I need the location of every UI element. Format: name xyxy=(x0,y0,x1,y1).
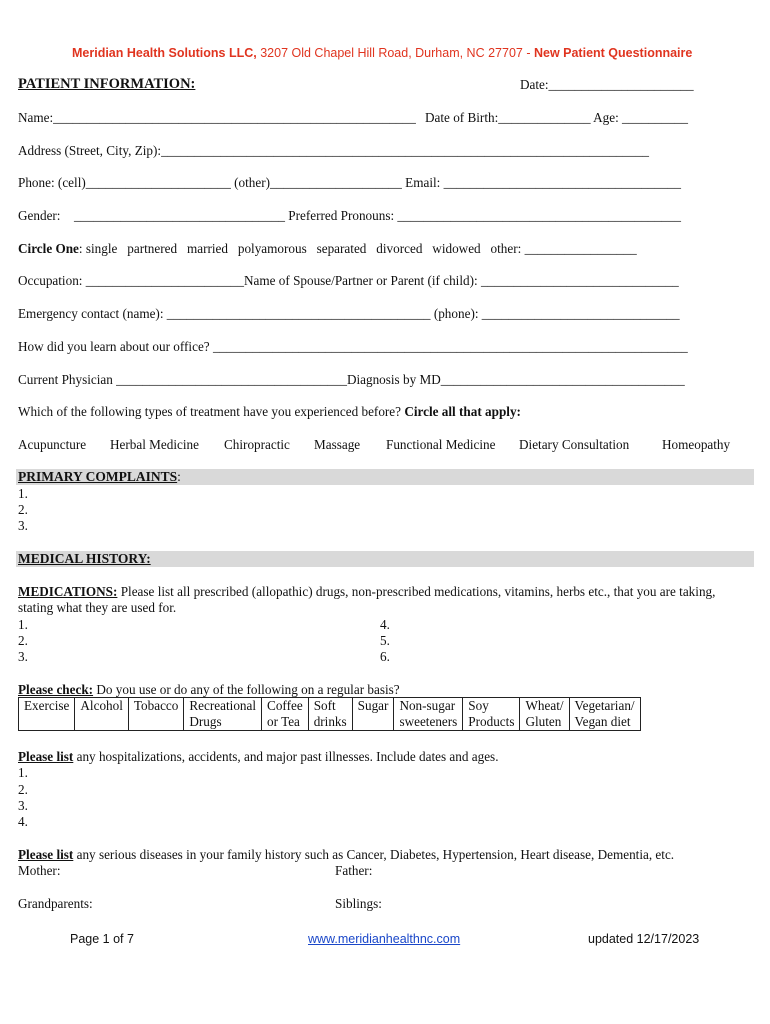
treatment-herbal-medicine[interactable]: Herbal Medicine xyxy=(110,437,199,452)
habit-cell-wheat-gluten[interactable]: Wheat/ Gluten xyxy=(520,698,569,731)
circle-one-label: Circle One xyxy=(18,241,79,256)
complaint-2[interactable]: 2. xyxy=(18,502,28,517)
family-history-instructions: Please list any serious diseases in your family history such as Cancer, Diabetes, Hypertension, Heart disease, Dementia, etc. xyxy=(18,847,675,862)
medications-instructions-cont: stating what they are used for. xyxy=(18,600,177,615)
medication-1[interactable]: 1. xyxy=(18,617,28,632)
name-field[interactable]: Name:_______________________________________________________ xyxy=(18,110,416,125)
gender-pronouns-field[interactable]: ________________________________ Preferred Pronouns: ___________________________________________ xyxy=(74,208,681,223)
treatment-chiropractic[interactable]: Chiropractic xyxy=(224,437,290,452)
updated-date: updated 12/17/2023 xyxy=(588,932,700,946)
treatment-acupuncture[interactable]: Acupuncture xyxy=(18,437,87,452)
page-number: Page 1 of 7 xyxy=(70,932,134,946)
habit-cell-alcohol[interactable]: Alcohol xyxy=(75,698,129,731)
emergency-contact-field[interactable]: Emergency contact (name): ________________________________________ (phone): ______________________________ xyxy=(18,306,680,321)
phone-email-field[interactable]: Phone: (cell)______________________ (other)____________________ Email: ____________________________________ xyxy=(18,175,681,190)
habit-cell-tobacco[interactable]: Tobacco xyxy=(128,698,183,731)
date-field[interactable]: Date:______________________ xyxy=(520,77,694,92)
physician-field[interactable]: Current Physician ___________________________________Diagnosis by MD_____________________________________ xyxy=(18,372,685,387)
habit-cell-soft-drinks[interactable]: Soft drinks xyxy=(308,698,352,731)
treatment-functional-medicine[interactable]: Functional Medicine xyxy=(386,437,496,452)
medical-history-section xyxy=(16,551,754,567)
habit-cell-coffee-tea[interactable]: Coffee or Tea xyxy=(262,698,309,731)
treatment-homeopathy[interactable]: Homeopathy xyxy=(662,437,731,452)
patient-info-heading: PATIENT INFORMATION: xyxy=(18,76,196,92)
habit-cell-sugar[interactable]: Sugar xyxy=(352,698,394,731)
marital-status-row[interactable] xyxy=(18,241,637,257)
website-link[interactable]: www.meridianhealthnc.com xyxy=(308,932,461,946)
form-title: New Patient Questionnaire xyxy=(533,46,693,60)
form-header xyxy=(72,46,692,60)
habit-cell-exercise[interactable]: Exercise xyxy=(19,698,75,731)
medication-6[interactable]: 6. xyxy=(380,649,390,664)
medication-3[interactable]: 3. xyxy=(18,649,28,664)
hospitalization-3[interactable]: 3. xyxy=(18,798,28,813)
medications-label: MEDICATIONS: xyxy=(18,584,118,599)
primary-complaints-heading: PRIMARY COMPLAINTS xyxy=(18,469,178,484)
hospitalization-1[interactable]: 1. xyxy=(18,765,28,780)
address-field[interactable]: Address (Street, City, Zip):__________________________________________________________________________ xyxy=(18,143,650,158)
hospitalizations-label: Please list xyxy=(18,749,74,764)
habit-cell-non-sugar-sweeteners[interactable]: Non-sugar sweeteners xyxy=(394,698,463,731)
dob-age-field[interactable]: Date of Birth:______________ Age: __________ xyxy=(425,110,688,125)
habit-cell-vegetarian-vegan[interactable]: Vegetarian/ Vegan diet xyxy=(569,698,640,731)
father-field[interactable]: Father: xyxy=(335,863,373,878)
complaint-3[interactable]: 3. xyxy=(18,518,28,533)
habit-cell-recreational-drugs[interactable]: Recreational Drugs xyxy=(184,698,262,731)
habit-cell-soy-products[interactable]: Soy Products xyxy=(463,698,520,731)
marital-options[interactable]: : single partnered married polyamorous separated divorced widowed other: _________________ xyxy=(78,241,637,256)
medication-2[interactable]: 2. xyxy=(18,633,28,648)
gender-label: Gender: xyxy=(18,208,61,223)
family-history-label: Please list xyxy=(18,847,74,862)
mother-field[interactable]: Mother: xyxy=(18,863,61,878)
hospitalization-4[interactable]: 4. xyxy=(18,814,28,829)
medication-5[interactable]: 5. xyxy=(380,633,390,648)
grandparents-field[interactable]: Grandparents: xyxy=(18,896,93,911)
check-instructions: Please check: Do you use or do any of the following on a regular basis? xyxy=(18,682,400,697)
habits-checklist-table xyxy=(18,697,641,731)
hospitalizations-instructions: Please list any hospitalizations, accidents, and major past illnesses. Include dates and ages. xyxy=(18,749,499,764)
treatment-massage[interactable]: Massage xyxy=(314,437,361,452)
treatment-question: Which of the following types of treatment have you experienced before? Circle all that apply: xyxy=(18,404,521,419)
occupation-field[interactable]: Occupation: ________________________Name of Spouse/Partner or Parent (if child): ______________________________ xyxy=(18,273,679,288)
treatment-dietary-consultation[interactable]: Dietary Consultation xyxy=(519,437,630,452)
medication-4[interactable]: 4. xyxy=(380,617,390,632)
company-name: Meridian Health Solutions LLC, xyxy=(72,46,257,60)
referral-source-field[interactable]: How did you learn about our office? ________________________________________________________________________ xyxy=(18,339,688,354)
please-check-label: Please check: xyxy=(18,682,94,697)
primary-complaints-section: PRIMARY COMPLAINTS: xyxy=(16,469,754,485)
medications-instructions: MEDICATIONS: Please list all prescribed (allopathic) drugs, non-prescribed medications, vitamins, herbs etc., that you are taking, xyxy=(18,584,716,599)
circle-all-label: Circle all that apply: xyxy=(404,404,521,419)
company-address: 3207 Old Chapel Hill Road, Durham, NC 27707 - xyxy=(256,46,534,60)
medical-history-heading: MEDICAL HISTORY: xyxy=(18,551,151,566)
complaint-1[interactable]: 1. xyxy=(18,486,28,501)
siblings-field[interactable]: Siblings: xyxy=(335,896,382,911)
hospitalization-2[interactable]: 2. xyxy=(18,782,28,797)
